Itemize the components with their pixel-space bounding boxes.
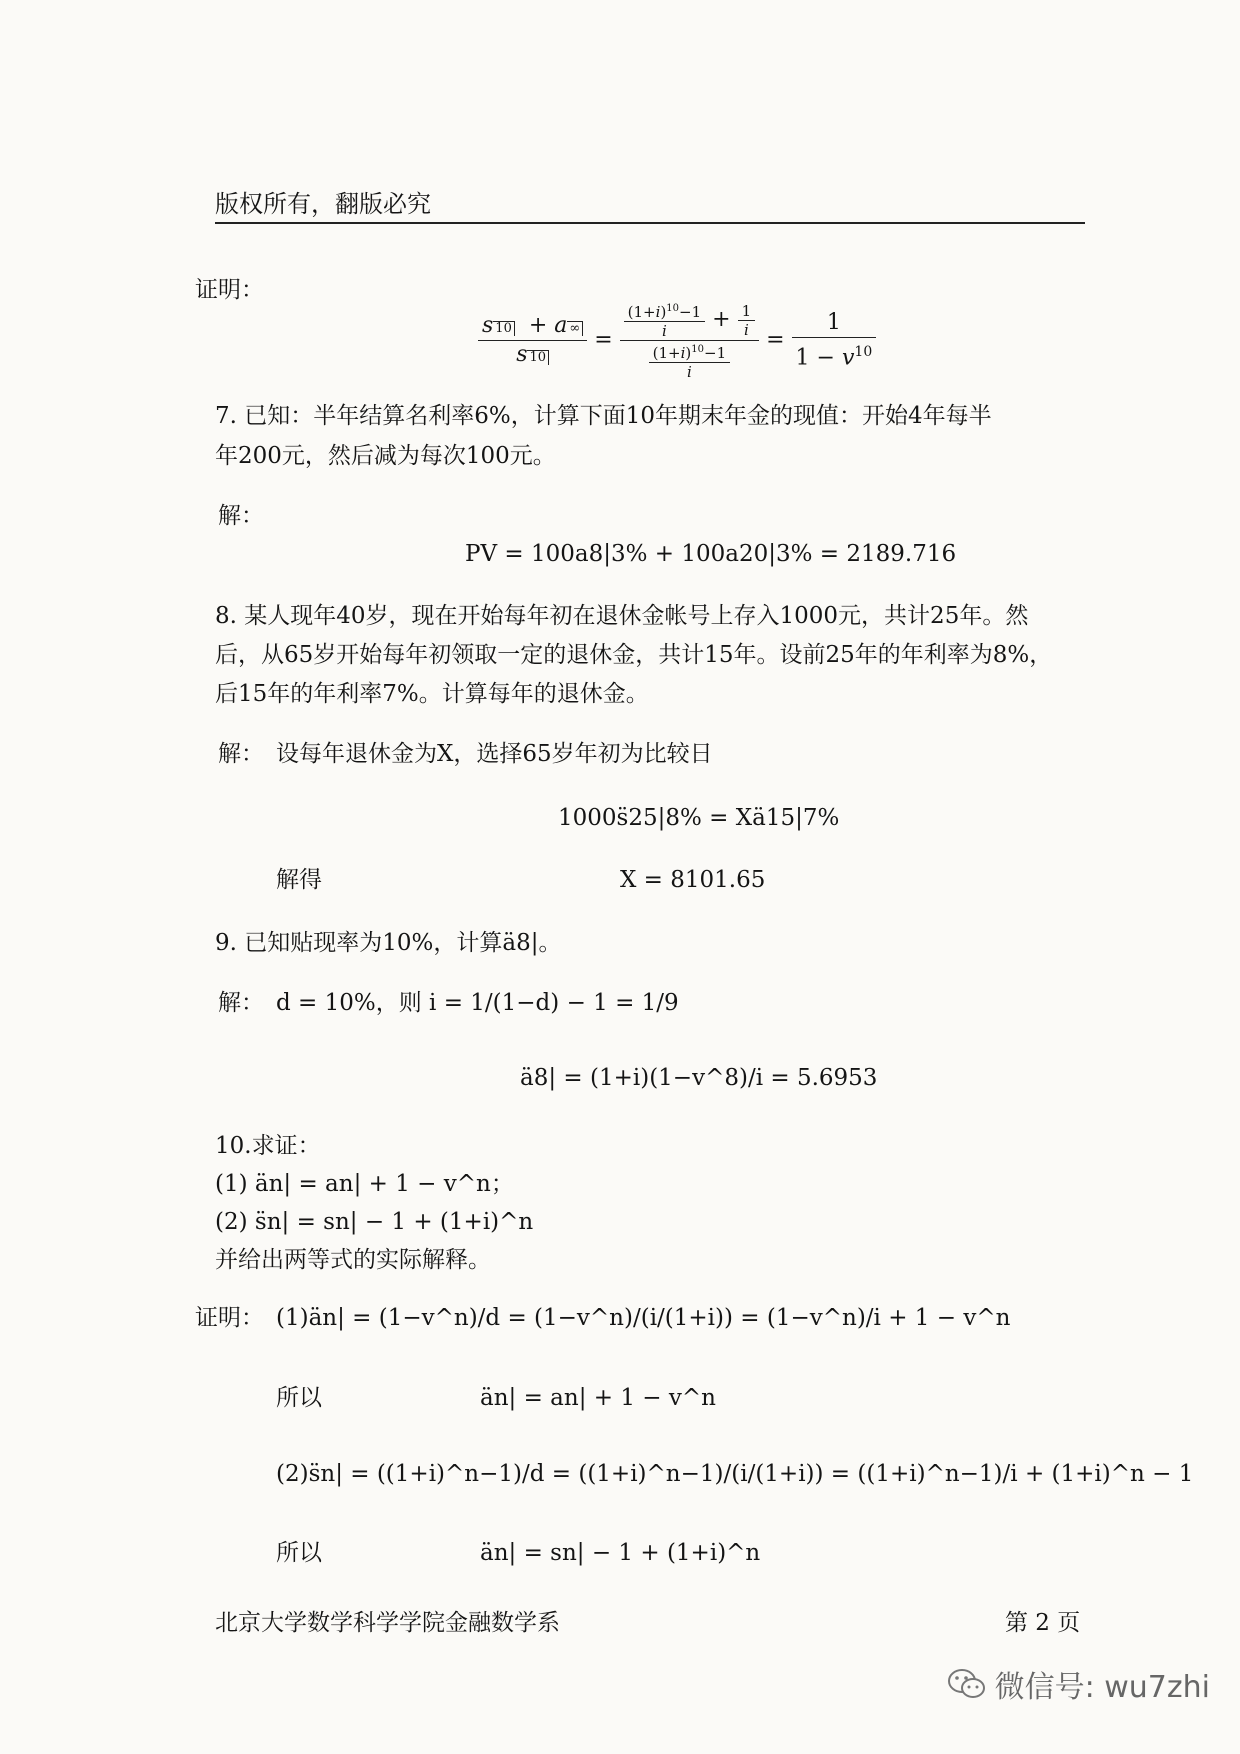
proof1-equation: $\frac{s 10 + a \infty}{s 10}$ = $\frac{(1+i)^{10}-1}{i}$ + $\frac{1}{i}$ $\frac{(1+i)^{10}-1}{i}$ = $\frac{1}{1 - v^{10}}$ xyxy=(478,300,876,381)
wechat-icon xyxy=(947,1667,987,1701)
question-8-line3: 后15年的年利率7%。计算每年的退休金。 xyxy=(215,681,649,707)
footer-department: 北京大学数学科学学院金融数学系 xyxy=(215,1610,560,1636)
header-rule xyxy=(215,222,1085,224)
proof-2-line1: (1)än| = (1−v^n)/d = (1−v^n)/(i/(1+i)) = (1−v^n)/i + 1 − v^n xyxy=(276,1305,1011,1331)
solution-8-text: 设每年退休金为X，选择65岁年初为比较日 xyxy=(276,741,713,767)
footer-page-number: 第 2 页 xyxy=(1005,1610,1081,1636)
solution-7-equation: PV = 100a8|3% + 100a20|3% = 2189.716 xyxy=(465,541,957,567)
proof-2-line2: (2)s̈n| = ((1+i)^n−1)/d = ((1+i)^n−1)/(i/(1+i)) = ((1+i)^n−1)/i + (1+i)^n − 1 xyxy=(276,1461,1194,1487)
solution-8-result: X = 8101.65 xyxy=(620,867,766,893)
question-7-line2: 年200元，然后减为每次100元。 xyxy=(215,443,556,469)
question-10-item2: (2) s̈n| = sn| − 1 + (1+i)^n xyxy=(215,1209,534,1235)
wechat-watermark xyxy=(947,1662,1210,1706)
question-8-line1: 8. 某人现年40岁，现在开始每年初在退休金帐号上存入1000元，共计25年。然 xyxy=(215,603,1029,629)
watermark-text: 微信号: wu7zhi xyxy=(994,1670,1210,1705)
solution-9-label: 解： xyxy=(218,990,264,1016)
proof-label: 证明： xyxy=(195,277,264,303)
solution-8-equation: 1000s̈25|8% = Xä15|7% xyxy=(558,805,840,831)
solution-7-label: 解： xyxy=(218,503,264,529)
so-1-equation: än| = an| + 1 − v^n xyxy=(480,1385,716,1411)
solution-8-result-label: 解得 xyxy=(276,867,322,893)
solution-9-text: d = 10%，则 i = 1/(1−d) − 1 = 1/9 xyxy=(276,990,679,1016)
question-8-line2: 后，从65岁开始每年初领取一定的退休金，共计15年。设前25年的年利率为8%， xyxy=(215,642,1053,668)
question-10-note: 并给出两等式的实际解释。 xyxy=(215,1247,491,1273)
proof-2-label: 证明： xyxy=(195,1305,264,1331)
question-9-text: 9. 已知贴现率为10%，计算ä8|。 xyxy=(215,930,562,956)
solution-9-equation: ä8| = (1+i)(1−v^8)/i = 5.6953 xyxy=(520,1065,878,1091)
solution-8-label: 解： xyxy=(218,741,264,767)
question-10-item1: (1) än| = an| + 1 − v^n； xyxy=(215,1171,514,1197)
so-2-label: 所以 xyxy=(276,1540,322,1566)
question-10-title: 10.求证： xyxy=(215,1133,321,1159)
so-2-equation: än| = sn| − 1 + (1+i)^n xyxy=(480,1540,761,1566)
so-1-label: 所以 xyxy=(276,1385,322,1411)
page-header-title: 版权所有，翻版必究 xyxy=(215,190,431,218)
question-7-line1: 7. 已知：半年结算名利率6%，计算下面10年期末年金的现值：开始4年每半 xyxy=(215,403,992,429)
